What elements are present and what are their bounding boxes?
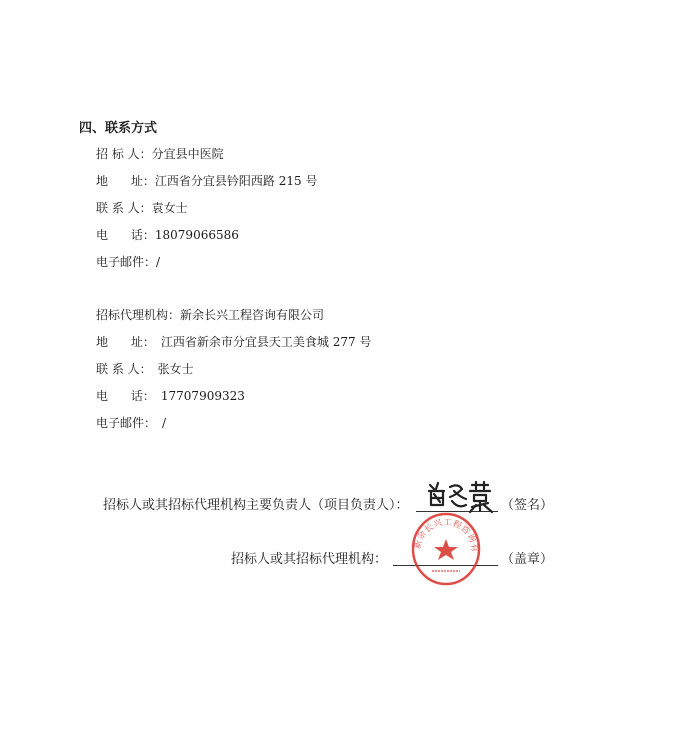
org-stamp-suffix: （盖章）: [501, 552, 554, 567]
agency-contact: 张女士: [157, 362, 194, 376]
purchaser-email-row: [96, 253, 160, 270]
official-seal: [408, 509, 484, 589]
agency-address-row: [96, 333, 371, 350]
agency-phone-row: [96, 387, 245, 404]
purchaser-email: /: [156, 255, 161, 269]
agency-name: 新余长兴工程咨询有限公司: [180, 308, 325, 322]
agency-address-label: 地 址：: [96, 335, 155, 349]
org-stamp-label: 招标人或其招标代理机构：: [231, 552, 388, 567]
purchaser-contact-row: [96, 199, 188, 216]
section-title: 四、联系方式: [79, 121, 158, 136]
purchaser-phone: 18079066586: [154, 228, 239, 242]
agency-email: /: [162, 416, 167, 430]
purchaser-name: 分宜县中医院: [151, 147, 224, 161]
purchaser-name-label: 招 标 人：: [96, 147, 152, 161]
agency-phone: 17707909323: [160, 389, 245, 403]
agency-contact-row: [96, 360, 194, 377]
purchaser-phone-row: [96, 226, 239, 243]
agency-address: 江西省新余市分宜县天工美食城 277 号: [160, 335, 372, 349]
agency-name-label: 招标代理机构：: [96, 308, 181, 322]
principal-signature-label: 招标人或其招标代理机构主要负责人（项目负责人）：: [103, 498, 409, 513]
purchaser-address: 江西省分宜县钤阳西路 215 号: [154, 174, 318, 188]
purchaser-contact-label: 联 系 人：: [96, 201, 152, 215]
purchaser-phone-label: 电 话：: [96, 228, 155, 242]
purchaser-contact: 袁女士: [151, 201, 188, 215]
seal-text: 新余长兴工程咨询有: [412, 517, 480, 554]
agency-phone-label: 电 话：: [96, 389, 155, 403]
agency-email-label: 电子邮件：: [96, 416, 157, 430]
principal-signature-suffix: （签名）: [501, 498, 554, 513]
purchaser-email-label: 电子邮件：: [96, 255, 157, 269]
agency-email-row: [96, 414, 166, 431]
purchaser-address-label: 地 址：: [96, 174, 155, 188]
purchaser-name-row: [96, 145, 224, 162]
purchaser-address-row: [96, 172, 317, 189]
agency-contact-label: 联 系 人：: [96, 362, 152, 376]
agency-name-row: [96, 306, 324, 323]
